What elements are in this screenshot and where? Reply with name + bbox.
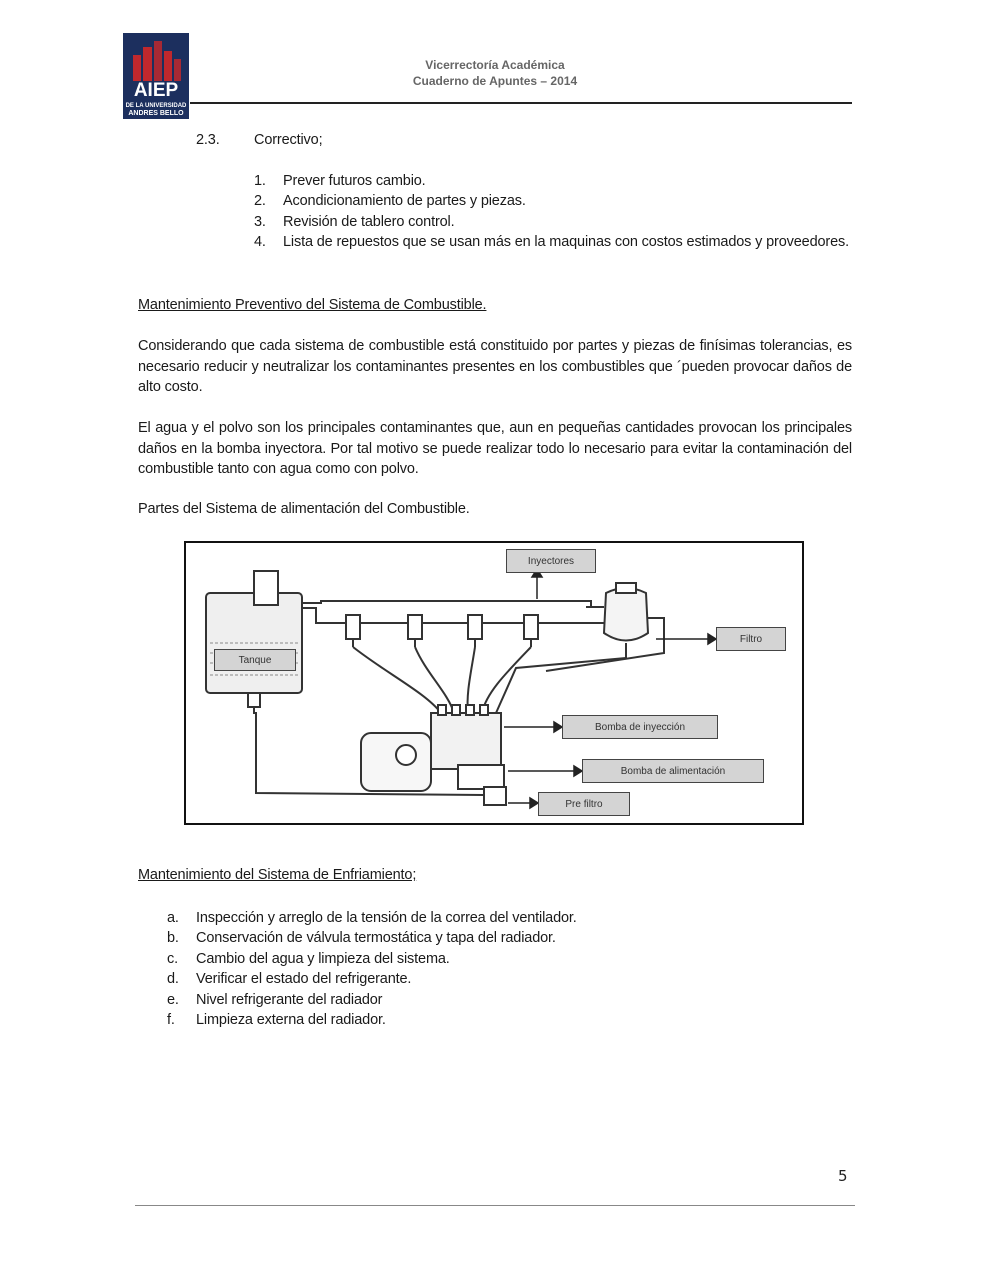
logo-text: AIEP: [133, 80, 179, 101]
list-item: Revisión de tablero control.: [283, 214, 455, 230]
list-item-number: 3.: [254, 214, 266, 230]
injector-1: [346, 615, 360, 639]
fuel-paragraph-2: El agua y el polvo son los principales contaminantes que, aun en pequeñas cantidades provocan los principales daños en la bomba inyectora. Por tal motivo se puede realizar todo lo necesario para evitar la contaminación del combustible tanto con agua como con polvo.: [138, 420, 852, 477]
label-inyectores: Inyectores: [506, 549, 596, 573]
list-item: Lista de repuestos que se usan más en la maquinas con costos estimados y proveedores.: [283, 234, 849, 250]
list-item: Nivel refrigerante del radiador: [196, 992, 383, 1008]
cooling-heading: Mantenimiento del Sistema de Enfriamiento;: [138, 867, 417, 883]
label-filtro: Filtro: [716, 627, 786, 651]
header-subtitle: Cuaderno de Apuntes – 2014: [412, 74, 578, 88]
fuel-system-diagram: [184, 541, 804, 825]
aiep-logo: [123, 33, 189, 119]
pre-filter: [484, 787, 506, 805]
list-item: Limpieza externa del radiador.: [196, 1012, 386, 1028]
page-number: 5: [838, 1167, 848, 1185]
header-title: Vicerrectoría Académica: [425, 58, 565, 72]
list-item: Inspección y arreglo de la tensión de la correa del ventilador.: [196, 910, 577, 926]
label-bomba-inyeccion: Bomba de inyección: [562, 715, 718, 739]
fuel-paragraph-1: Considerando que cada sistema de combustible está constituido por partes y piezas de finísimas tolerancias, es necesario reducir y neutralizar los contaminantes presentes en los combustibles que ´pueden provocar daños de alto costo.: [138, 338, 852, 395]
injection-pump: [431, 713, 501, 769]
list-item-number: 2.: [254, 193, 266, 209]
feed-pump: [458, 765, 504, 789]
fuel-filter: [604, 588, 648, 641]
section-title: Correctivo;: [254, 132, 323, 148]
list-item-letter: e.: [167, 992, 179, 1008]
list-item-letter: c.: [167, 951, 178, 967]
list-item-letter: f.: [167, 1012, 175, 1028]
list-item: Verificar el estado del refrigerante.: [196, 971, 412, 987]
footer-divider: [135, 1205, 855, 1206]
label-bomba-alimentacion: Bomba de alimentación: [582, 759, 764, 783]
list-item: Cambio del agua y limpieza del sistema.: [196, 951, 450, 967]
logo-subtitle-1: DE LA UNIVERSIDAD: [125, 103, 187, 109]
list-item: Prever futuros cambio.: [283, 173, 426, 189]
label-pre-filtro: Pre filtro: [538, 792, 630, 816]
pump-governor: [361, 733, 431, 791]
section-number: 2.3.: [196, 132, 220, 148]
list-item-letter: a.: [167, 910, 179, 926]
list-item: Acondicionamiento de partes y piezas.: [283, 193, 526, 209]
injector-2: [408, 615, 422, 639]
list-item: Conservación de válvula termostática y tapa del radiador.: [196, 930, 556, 946]
fuel-parts-title: Partes del Sistema de alimentación del Combustible.: [138, 501, 470, 517]
injector-4: [524, 615, 538, 639]
label-tanque: Tanque: [214, 649, 296, 671]
list-item-number: 4.: [254, 234, 266, 250]
list-item-number: 1.: [254, 173, 266, 189]
tank-filler-cap: [254, 571, 278, 605]
list-item-letter: b.: [167, 930, 179, 946]
list-item-letter: d.: [167, 971, 179, 987]
header-divider: [190, 102, 852, 104]
fuel-heading: Mantenimiento Preventivo del Sistema de Combustible.: [138, 297, 487, 313]
injector-3: [468, 615, 482, 639]
logo-subtitle-2: ANDRES BELLO: [128, 110, 184, 117]
